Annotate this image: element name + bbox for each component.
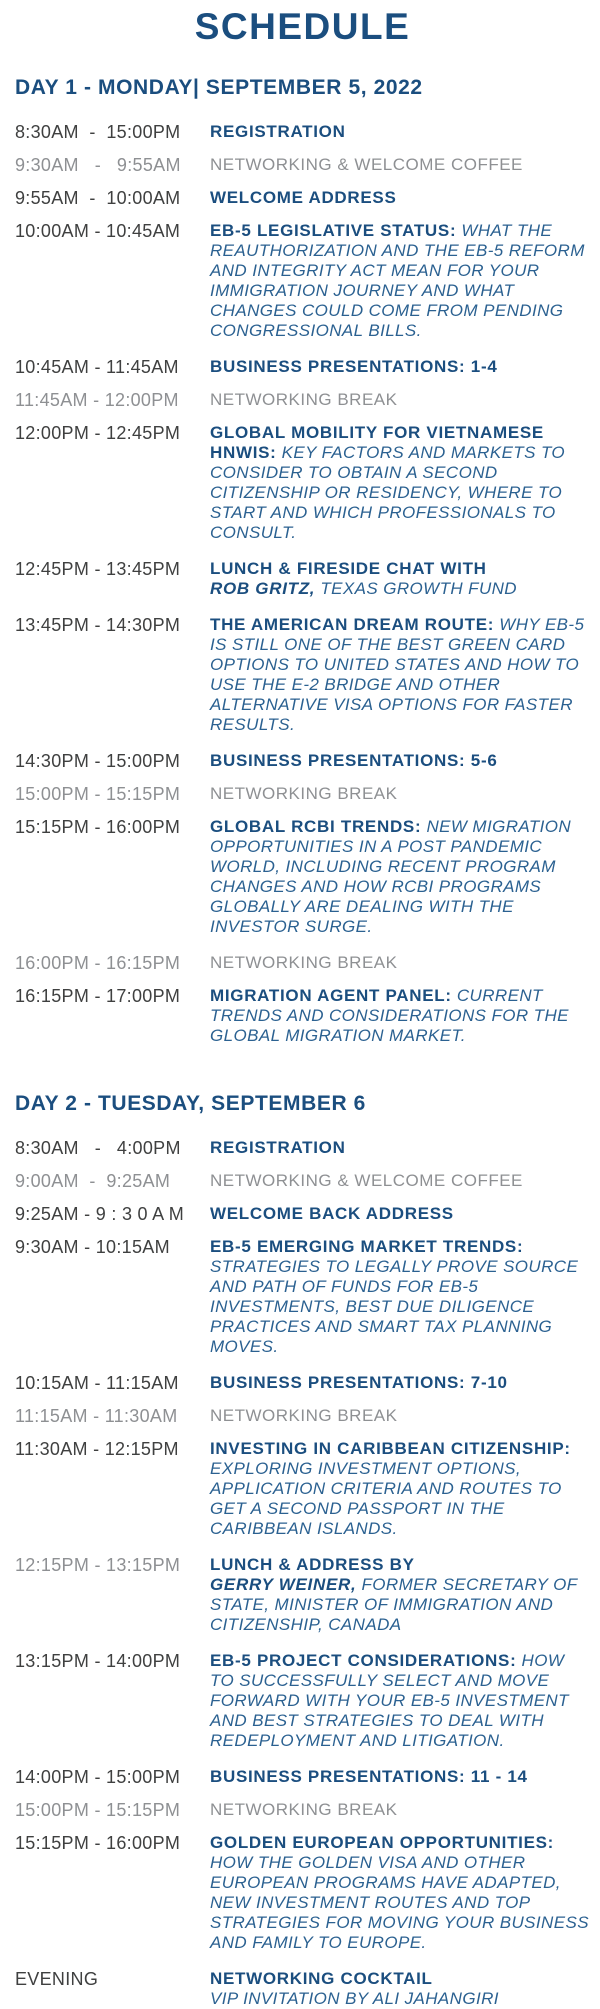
text-segment: STRATEGIES TO LEGALLY PROVE SOURCE AND PATH OF FUNDS FOR EB-5 INVESTMENTS, BEST DUE DILIGENCE PRACTICES AND SMART TAX PLANNING MOVES.	[210, 1257, 579, 1356]
day-heading: DAY 2 - TUESDAY, SEPTEMBER 6	[15, 1092, 366, 1115]
text-segment: MIGRATION AGENT PANEL:	[210, 986, 452, 1005]
text-segment: THE AMERICAN DREAM ROUTE:	[210, 615, 495, 634]
session-description	[210, 155, 590, 175]
text-segment: EB-5 LEGISLATIVE STATUS:	[210, 221, 457, 240]
session-description	[210, 1171, 590, 1191]
text-segment: BUSINESS PRESENTATIONS: 5-6	[210, 751, 498, 770]
schedule-row	[15, 1204, 590, 1224]
session-description	[210, 423, 590, 543]
schedule-row	[15, 122, 590, 142]
schedule-row	[15, 357, 590, 377]
schedule-row	[15, 1237, 590, 1357]
schedule-row	[15, 1969, 590, 2009]
time-range: 8:30AM - 4:00PM	[15, 1138, 181, 1158]
time-range: 9:00AM - 9:25AM	[15, 1171, 171, 1191]
schedule-row	[15, 1406, 590, 1426]
text-segment: FORMER SECRETARY OF STATE, MINISTER OF IMMIGRATION AND CITIZENSHIP, CANADA	[210, 1575, 578, 1634]
time-range: 10:00AM - 10:45AM	[15, 221, 181, 241]
time-range: 11:30AM - 12:15PM	[15, 1439, 179, 1459]
time-range: 14:30PM - 15:00PM	[15, 751, 181, 771]
time-range: 15:00PM - 15:15PM	[15, 1800, 181, 1820]
schedule-row	[15, 1138, 590, 1158]
text-segment: HOW TO SUCCESSFULLY SELECT AND MOVE FORWARD WITH YOUR EB-5 INVESTMENT AND BEST STRATEGIES TO DEAL WITH REDEPLOYMENT AND LITIGATION.	[210, 1651, 569, 1750]
session-description	[210, 188, 590, 208]
time-range: 16:00PM - 16:15PM	[15, 953, 181, 973]
schedule-row	[15, 953, 590, 973]
session-description	[210, 953, 590, 973]
time-range: 11:45AM - 12:00PM	[15, 390, 179, 410]
schedule-row	[15, 986, 590, 1046]
session-description	[210, 817, 590, 937]
time-range: 8:30AM - 15:00PM	[15, 122, 181, 142]
day-section-1	[15, 76, 590, 1046]
schedule-row	[15, 390, 590, 410]
text-segment: CURRENT TRENDS AND CONSIDERATIONS FOR THE GLOBAL MIGRATION MARKET.	[210, 986, 569, 1045]
text-segment: VIP INVITATION BY ALI JAHANGIRI	[210, 1989, 499, 2008]
schedule-row	[15, 751, 590, 771]
text-segment: NETWORKING & WELCOME COFFEE	[210, 1171, 523, 1190]
text-segment: ROB GRITZ,	[210, 579, 316, 598]
text-segment: WELCOME BACK ADDRESS	[210, 1204, 454, 1223]
text-segment: REGISTRATION	[210, 122, 346, 141]
session-description	[210, 1138, 590, 1158]
schedule-row	[15, 1439, 590, 1539]
time-range: 13:15PM - 14:00PM	[15, 1651, 181, 1671]
text-segment: LUNCH & FIRESIDE CHAT WITH	[210, 559, 487, 578]
schedule-row	[15, 155, 590, 175]
text-segment: WELCOME ADDRESS	[210, 188, 397, 207]
schedule-row	[15, 784, 590, 804]
session-description	[210, 1555, 590, 1635]
schedule-page	[15, 6, 590, 2009]
schedule-row	[15, 1800, 590, 1820]
schedule-row	[15, 188, 590, 208]
session-description	[210, 1969, 590, 2009]
text-segment: NETWORKING BREAK	[210, 390, 398, 409]
session-description	[210, 1439, 590, 1539]
schedule-row	[15, 221, 590, 341]
time-range: 15:15PM - 16:00PM	[15, 817, 181, 837]
time-range: 11:15AM - 11:30AM	[15, 1406, 178, 1426]
text-segment: GLOBAL MOBILITY FOR VIETNAMESE HNWIS:	[210, 423, 544, 462]
session-description	[210, 390, 590, 410]
text-segment: INVESTING IN CARIBBEAN CITIZENSHIP:	[210, 1439, 571, 1458]
schedule-row	[15, 1767, 590, 1787]
text-segment: GLOBAL RCBI TRENDS:	[210, 817, 422, 836]
session-description	[210, 1373, 590, 1393]
text-segment: NETWORKING COCKTAIL	[210, 1969, 433, 1988]
session-description	[210, 357, 590, 377]
session-description	[210, 1651, 590, 1751]
session-description	[210, 986, 590, 1046]
time-range: 12:00PM - 12:45PM	[15, 423, 181, 443]
text-segment: BUSINESS PRESENTATIONS: 7-10	[210, 1373, 508, 1392]
schedule-row	[15, 1651, 590, 1751]
time-range: 12:15PM - 13:15PM	[15, 1555, 181, 1575]
time-range: 14:00PM - 15:00PM	[15, 1767, 181, 1787]
session-description	[210, 1800, 590, 1820]
session-description	[210, 1237, 590, 1357]
session-description	[210, 784, 590, 804]
schedule-row	[15, 423, 590, 543]
schedule-days	[15, 76, 590, 2009]
session-description	[210, 559, 590, 599]
time-range: 9:25AM - 9 : 3 0 A M	[15, 1204, 185, 1224]
day-section-2	[15, 1092, 590, 2009]
time-range: 15:00PM - 15:15PM	[15, 784, 181, 804]
time-range: 10:45AM - 11:45AM	[15, 357, 179, 377]
text-segment: EB-5 EMERGING MARKET TRENDS:	[210, 1237, 524, 1256]
schedule-row	[15, 1555, 590, 1635]
time-range: 9:30AM - 10:15AM	[15, 1237, 170, 1257]
session-description	[210, 1406, 590, 1426]
time-range: EVENING	[15, 1969, 99, 1989]
time-range: 9:55AM - 10:00AM	[15, 188, 181, 208]
time-range: 10:15AM - 11:15AM	[15, 1373, 179, 1393]
time-range: 13:45PM - 14:30PM	[15, 615, 181, 635]
session-description	[210, 221, 590, 341]
session-description	[210, 1767, 590, 1787]
session-description	[210, 615, 590, 735]
schedule-row	[15, 615, 590, 735]
session-description	[210, 122, 590, 142]
schedule-row	[15, 817, 590, 937]
text-segment: WHAT THE REAUTHORIZATION AND THE EB-5 REFORM AND INTEGRITY ACT MEAN FOR YOUR IMMIGRATION JOURNEY AND WHAT CHANGES COULD COME FROM PENDING CONGRESSIONAL BILLS.	[210, 221, 585, 340]
text-segment: GERRY WEINER,	[210, 1575, 357, 1594]
text-segment: REGISTRATION	[210, 1138, 346, 1157]
time-range: 12:45PM - 13:45PM	[15, 559, 181, 579]
text-segment: BUSINESS PRESENTATIONS: 1-4	[210, 357, 498, 376]
time-range: 16:15PM - 17:00PM	[15, 986, 181, 1006]
time-range: 9:30AM - 9:55AM	[15, 155, 181, 175]
schedule-row	[15, 1171, 590, 1191]
time-range: 15:15PM - 16:00PM	[15, 1833, 181, 1853]
text-segment: KEY FACTORS AND MARKETS TO CONSIDER TO OBTAIN A SECOND CITIZENSHIP OR RESIDENCY, WHERE TO START AND WHICH PROFESSIONALS TO CONSULT.	[210, 443, 566, 542]
session-description	[210, 751, 590, 771]
text-segment: LUNCH & ADDRESS BY	[210, 1555, 415, 1574]
text-segment: GOLDEN EUROPEAN OPPORTUNITIES:	[210, 1833, 555, 1852]
text-segment: HOW THE GOLDEN VISA AND OTHER EUROPEAN PROGRAMS HAVE ADAPTED, NEW INVESTMENT ROUTES AND TOP STRATEGIES FOR MOVING YOUR BUSINESS AND FAMILY TO EUROPE.	[210, 1853, 589, 1952]
text-segment: EXPLORING INVESTMENT OPTIONS, APPLICATION CRITERIA AND ROUTES TO GET A SECOND PASSPORT IN THE CARIBBEAN ISLANDS.	[210, 1459, 562, 1538]
session-description	[210, 1833, 590, 1953]
schedule-row	[15, 1373, 590, 1393]
page-title: SCHEDULE	[194, 6, 411, 47]
schedule-row	[15, 1833, 590, 1953]
text-segment: BUSINESS PRESENTATIONS: 11 - 14	[210, 1767, 528, 1786]
session-description	[210, 1204, 590, 1224]
day-heading: DAY 1 - MONDAY| SEPTEMBER 5, 2022	[15, 76, 423, 99]
text-segment: NETWORKING BREAK	[210, 1800, 398, 1819]
text-segment: NETWORKING BREAK	[210, 784, 398, 803]
text-segment: NEW MIGRATION OPPORTUNITIES IN A POST PANDEMIC WORLD, INCLUDING RECENT PROGRAM CHANGES AND HOW RCBI PROGRAMS GLOBALLY ARE DEALING WITH THE INVESTOR SURGE.	[210, 817, 572, 936]
text-segment: NETWORKING BREAK	[210, 953, 398, 972]
text-segment: WHY EB-5 IS STILL ONE OF THE BEST GREEN CARD OPTIONS TO UNITED STATES AND HOW TO USE THE E-2 BRIDGE AND OTHER ALTERNATIVE VISA OPTIONS FOR FASTER RESULTS.	[210, 615, 585, 734]
text-segment: NETWORKING & WELCOME COFFEE	[210, 155, 523, 174]
text-segment: NETWORKING BREAK	[210, 1406, 398, 1425]
text-segment: TEXAS GROWTH FUND	[315, 579, 517, 598]
schedule-row	[15, 559, 590, 599]
text-segment: EB-5 PROJECT CONSIDERATIONS:	[210, 1651, 517, 1670]
